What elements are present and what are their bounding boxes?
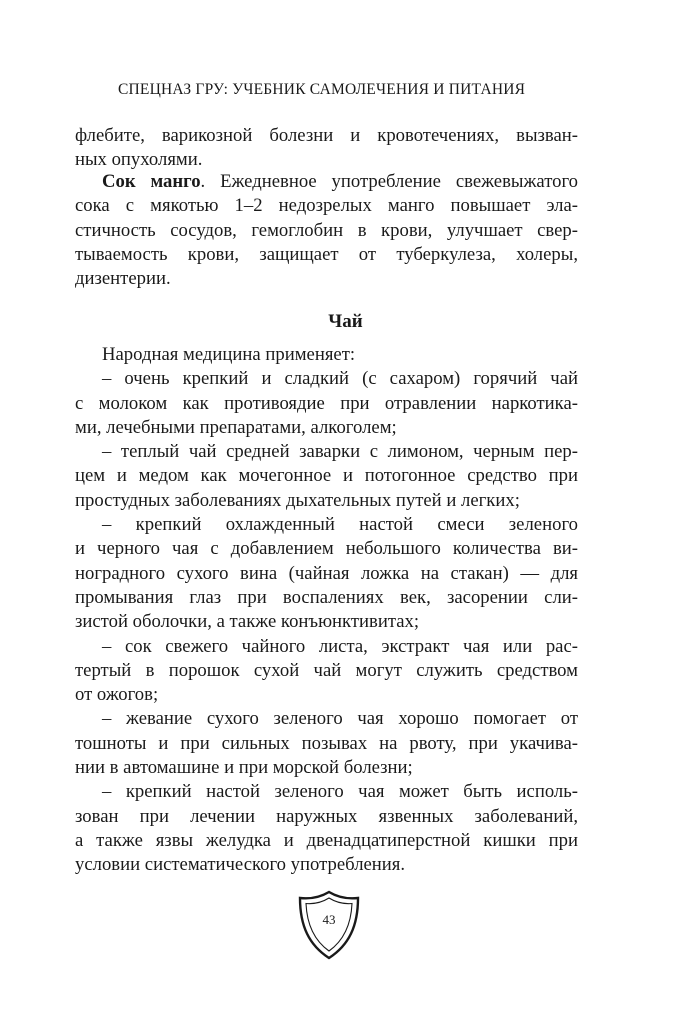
text-line: тываемость крови, защищает от туберкулеза, холеры, [75,243,578,265]
list-item-line: с молоком как противоядие при отравлении наркотика- [75,392,578,414]
list-item-line: и черного чая с добавлением небольшого количества ви- [75,538,578,560]
list-item-line: тертый в порошок сухой чай могут служить средством [75,659,578,681]
text-line: флебите, варикозной болезни и кровотечениях, вызван- [75,125,578,146]
section-heading: Чай [328,311,363,332]
list-item-line: – крепкий охлажденный настой смеси зеленого [102,514,578,536]
text-line: сока с мякотью 1–2 недозрелых манго повышает эла- [75,195,578,217]
list-item-line: цем и медом как мочегонное и потогонное средство при [75,465,578,487]
mango-paragraph [75,170,578,291]
term-continuation: . Ежедневное употребление свежевыжатого [200,171,578,192]
list-item-line: – жевание сухого зеленого чая хорошо помогает от [102,708,578,730]
tea-section-body [75,343,578,878]
list-item-line: промывания глаз при воспалениях век, засорении сли- [75,586,578,608]
list-item-line: а также язвы желудка и двенадцатиперстной кишки при [75,829,578,851]
list-item-line: зистой оболочки, а также конъюнктивитах; [75,611,420,633]
lead-line: Народная медицина применяет: [102,344,356,365]
list-item-line: от ожогов; [75,684,159,706]
text-line [75,170,578,194]
list-item-line: – крепкий настой зеленого чая может быть исполь- [102,781,578,803]
list-item-line: – сок свежего чайного листа, экстракт чая или рас- [102,635,578,657]
text-line: дизентерии. [75,268,171,290]
term-mango-juice: Сок манго [102,171,201,192]
text-line: стичность сосудов, гемоглобин в крови, улучшает свер- [75,219,578,241]
list-item-line: – теплый чай средней заварки с лимоном, черным пер- [102,441,578,463]
list-item-line: ми, лечебными препаратами, алкоголем; [75,416,397,438]
list-item-line: зован при лечении наружных язвенных заболеваний, [75,805,578,827]
list-item-line: нии в автомашине и при морской болезни; [75,757,413,779]
running-header: СПЕЦНАЗ ГРУ: УЧЕБНИК САМОЛЕЧЕНИЯ И ПИТАНИЯ [118,81,526,98]
list-item-line: тошноты и при сильных позывах на рвоту, при укачива- [75,732,578,754]
list-item-line: условии систематического употребления. [75,854,406,876]
page-number-badge [297,890,361,960]
list-item-line: ноградного сухого вина (чайная ложка на стакан) — для [75,562,578,584]
text-line: ных опухолями. [75,149,203,171]
intro-paragraph [75,124,578,173]
list-item-line: простудных заболеваниях дыхательных путей и легких; [75,489,520,511]
page-number: 43 [322,912,336,927]
list-item-line: – очень крепкий и сладкий (с сахаром) горячий чай [102,368,578,390]
